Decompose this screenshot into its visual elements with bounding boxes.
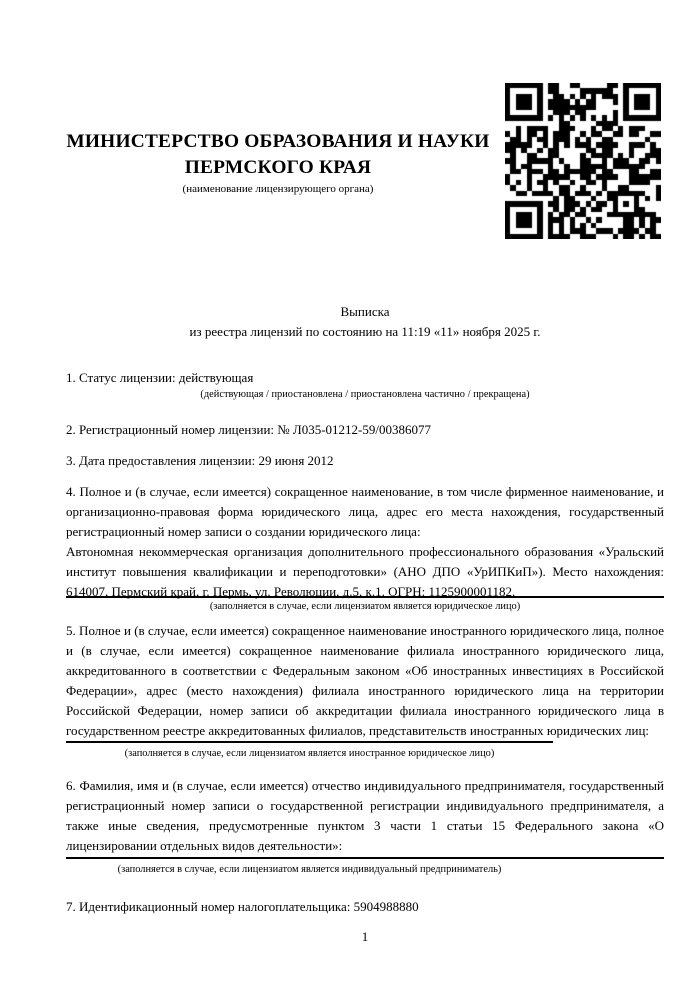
- item-6-underline: [66, 857, 664, 859]
- item-4-caption: (заполняется в случае, если лицензиатом является юридическое лицо): [209, 601, 521, 612]
- document-title-line2: из реестра лицензий по состоянию на 11:19 «11» ноября 2025 г.: [189, 323, 541, 339]
- qr-code-icon: [505, 83, 661, 239]
- item-5-underline: [66, 741, 553, 743]
- document-title-line1: Выписка: [340, 304, 390, 319]
- item-1-caption: (действующая / приостановлена / приостановлена частично / прекращена): [200, 389, 530, 400]
- page-number: 1: [361, 929, 369, 944]
- item-5-caption: (заполняется в случае, если лицензиатом является иностранное юридическое лицо): [124, 747, 495, 759]
- document-body: [66, 368, 664, 917]
- letterhead: [66, 129, 490, 197]
- item-4-legal-entity-intro: 4. Полное и (в случае, если имеется) сокращенное наименование, в том числе фирменное наименование, и организационно-правовая форма юридического лица, адрес его места нахождения, государственный регистрационный номер записи о создании юридического лица:: [66, 484, 664, 539]
- item-7-taxpayer-id: 7. Идентификационный номер налогоплательщика: 5904988880: [66, 898, 419, 914]
- item-2-registration-number: 2. Регистрационный номер лицензии: № Л035-01212-59/00386077: [66, 421, 432, 437]
- authority-caption: (наименование лицензирующего органа): [182, 183, 374, 195]
- document-title: [66, 302, 664, 341]
- issuing-authority-name: [66, 129, 490, 181]
- item-5-foreign-entity-intro: 5. Полное и (в случае, если имеется) сокращенное наименование иностранного юридического лица, полное и (в случае, если имеется) сокращенное наименование филиала иностранного юридического лица, аккредитованного в соответствии с Федеральным законом «Об иностранных инвестициях в Российской Федерации», адрес (место нахождения) филиала иностранного юридического лица на территории Российской Федерации, номер записи об аккредитации филиала иностранного юридического лица в государственном реестре аккредитованных филиалов, представительств иностранных юридических лиц:: [66, 622, 664, 738]
- page-footer: [66, 927, 664, 947]
- item-3-grant-date: 3. Дата предоставления лицензии: 29 июня 2012: [66, 452, 334, 468]
- item-1-license-status: 1. Статус лицензии: действующая: [66, 370, 254, 385]
- authority-name-line1: МИНИСТЕРСТВО ОБРАЗОВАНИЯ И НАУКИ: [66, 131, 490, 152]
- item-6-caption: (заполняется в случае, если лицензиатом является индивидуальный предприниматель): [117, 864, 502, 875]
- item-4-legal-entity-value: Автономная некоммерческая организация дополнительного профессионального образования «Уральский институт повышения квалификации и переподготовки» (АНО ДПО «УрИПКиП»). Место нахождения: 614007, Пермский край, г. Пермь, ул. Революции, д.5, к.1. ОГРН: 1125900001182.: [66, 544, 664, 599]
- item-6-entrepreneur-intro: 6. Фамилия, имя и (в случае, если имеется) отчество индивидуального предпринимателя, государственный регистрационный номер записи о государственной регистрации индивидуального предпринимателя, а также иные сведения, предусмотренные пунктом 3 части 1 статьи 15 Федерального закона «О лицензировании отдельных видов деятельности»:: [66, 777, 664, 853]
- authority-name-line2: ПЕРМСКОГО КРАЯ: [184, 157, 372, 178]
